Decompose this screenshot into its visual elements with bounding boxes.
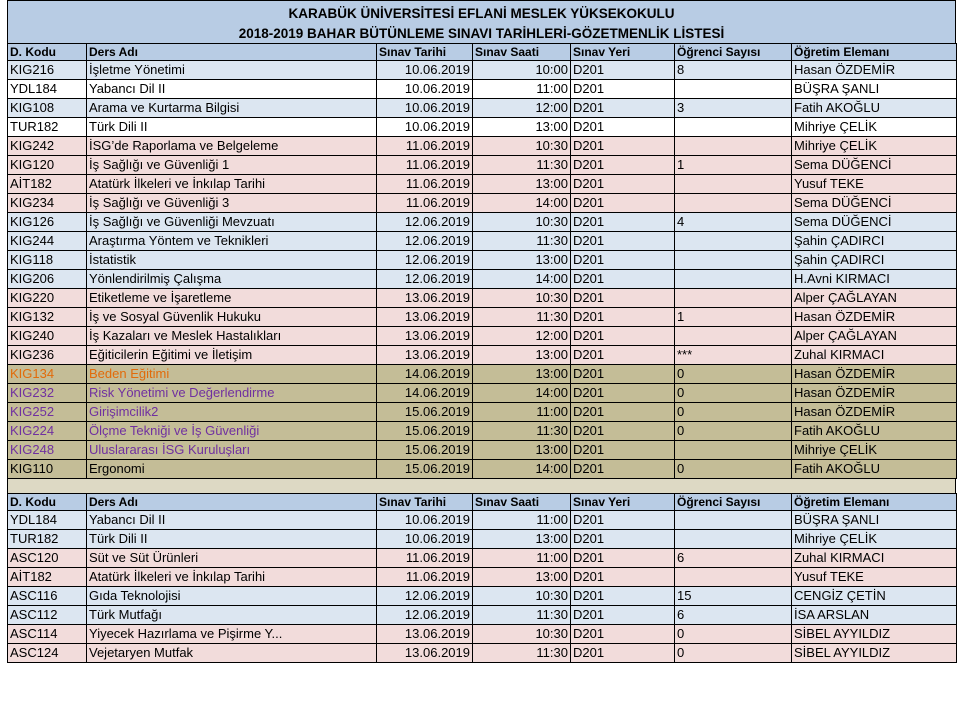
cell-instructor: Fatih AKOĞLU	[792, 99, 957, 118]
cell-instructor: Mihriye ÇELİK	[792, 137, 957, 156]
cell-instructor: Zuhal KIRMACI	[792, 346, 957, 365]
cell-exam-place: D201	[571, 80, 675, 99]
cell-instructor: Fatih AKOĞLU	[792, 422, 957, 441]
cell-exam-date: 13.06.2019	[377, 644, 473, 663]
table-row	[8, 194, 957, 213]
cell-course-name: İşletme Yönetimi	[87, 61, 377, 80]
table-row	[8, 137, 957, 156]
cell-student-count	[675, 175, 792, 194]
table-row	[8, 365, 957, 384]
cell-exam-time: 11:00	[473, 403, 571, 422]
cell-exam-place: D201	[571, 175, 675, 194]
table-row	[8, 175, 957, 194]
cell-student-count: 0	[675, 625, 792, 644]
cell-instructor: Sema DÜĞENCİ	[792, 194, 957, 213]
cell-student-count: 1	[675, 308, 792, 327]
table-row	[8, 80, 957, 99]
cell-exam-date: 13.06.2019	[377, 308, 473, 327]
cell-instructor: H.Avni KIRMACI	[792, 270, 957, 289]
header-date: Sınav Tarihi	[377, 44, 473, 61]
exam-table-1	[7, 43, 957, 479]
table-row	[8, 213, 957, 232]
cell-exam-time: 11:00	[473, 549, 571, 568]
cell-course-name: Gıda Teknolojisi	[87, 587, 377, 606]
cell-course-code: KIG248	[8, 441, 87, 460]
cell-exam-place: D201	[571, 568, 675, 587]
cell-course-name: Türk Mutfağı	[87, 606, 377, 625]
cell-exam-date: 15.06.2019	[377, 441, 473, 460]
table-row	[8, 549, 957, 568]
cell-exam-date: 12.06.2019	[377, 270, 473, 289]
cell-instructor: SİBEL AYYILDIZ	[792, 644, 957, 663]
cell-exam-time: 13:00	[473, 346, 571, 365]
table-row	[8, 460, 957, 479]
cell-exam-date: 10.06.2019	[377, 61, 473, 80]
cell-course-name: Ergonomi	[87, 460, 377, 479]
cell-course-name: Atatürk İlkeleri ve İnkılap Tarihi	[87, 175, 377, 194]
cell-exam-place: D201	[571, 530, 675, 549]
cell-course-code: YDL184	[8, 511, 87, 530]
cell-course-name: İş Kazaları ve Meslek Hastalıkları	[87, 327, 377, 346]
cell-student-count	[675, 137, 792, 156]
cell-course-name: İş ve Sosyal Güvenlik Hukuku	[87, 308, 377, 327]
cell-exam-date: 13.06.2019	[377, 327, 473, 346]
cell-exam-date: 14.06.2019	[377, 365, 473, 384]
cell-exam-time: 11:30	[473, 422, 571, 441]
spreadsheet	[7, 0, 956, 663]
cell-instructor: BÜŞRA ŞANLI	[792, 80, 957, 99]
cell-exam-place: D201	[571, 606, 675, 625]
cell-student-count: 0	[675, 365, 792, 384]
cell-instructor: Yusuf TEKE	[792, 175, 957, 194]
cell-exam-place: D201	[571, 118, 675, 137]
cell-exam-date: 11.06.2019	[377, 194, 473, 213]
cell-course-name: Yönlendirilmiş Çalışma	[87, 270, 377, 289]
cell-exam-time: 13:00	[473, 530, 571, 549]
cell-student-count: ***	[675, 346, 792, 365]
cell-course-code: KIG244	[8, 232, 87, 251]
table-row	[8, 403, 957, 422]
table-row	[8, 61, 957, 80]
cell-exam-place: D201	[571, 270, 675, 289]
cell-course-name: Süt ve Süt Ürünleri	[87, 549, 377, 568]
cell-student-count	[675, 289, 792, 308]
cell-exam-date: 11.06.2019	[377, 549, 473, 568]
cell-student-count: 0	[675, 422, 792, 441]
cell-exam-date: 15.06.2019	[377, 460, 473, 479]
cell-instructor: Hasan ÖZDEMİR	[792, 403, 957, 422]
table-row	[8, 346, 957, 365]
header-code: D. Kodu	[8, 494, 87, 511]
cell-course-name: Ölçme Tekniği ve İş Güvenliği	[87, 422, 377, 441]
cell-instructor: Mihriye ÇELİK	[792, 441, 957, 460]
cell-student-count	[675, 251, 792, 270]
table-header-row	[8, 44, 957, 61]
cell-exam-time: 10:30	[473, 587, 571, 606]
cell-exam-time: 11:30	[473, 606, 571, 625]
cell-course-name: Türk Dili II	[87, 118, 377, 137]
cell-course-name: Türk Dili II	[87, 530, 377, 549]
cell-instructor: SİBEL AYYILDIZ	[792, 625, 957, 644]
cell-exam-place: D201	[571, 251, 675, 270]
cell-instructor: Sema DÜĞENCİ	[792, 213, 957, 232]
cell-exam-place: D201	[571, 441, 675, 460]
cell-exam-date: 12.06.2019	[377, 213, 473, 232]
cell-student-count	[675, 80, 792, 99]
cell-course-name: İstatistik	[87, 251, 377, 270]
cell-exam-time: 13:00	[473, 251, 571, 270]
cell-instructor: Şahin ÇADIRCI	[792, 251, 957, 270]
table-row	[8, 251, 957, 270]
sheet-title	[7, 0, 956, 43]
header-place: Sınav Yeri	[571, 44, 675, 61]
cell-student-count: 3	[675, 99, 792, 118]
cell-exam-place: D201	[571, 327, 675, 346]
cell-exam-place: D201	[571, 308, 675, 327]
cell-exam-place: D201	[571, 511, 675, 530]
cell-course-code: ASC116	[8, 587, 87, 606]
cell-instructor: Mihriye ÇELİK	[792, 530, 957, 549]
cell-exam-place: D201	[571, 460, 675, 479]
cell-student-count	[675, 568, 792, 587]
cell-exam-place: D201	[571, 384, 675, 403]
cell-course-code: KIG252	[8, 403, 87, 422]
cell-course-name: Girişimcilik2	[87, 403, 377, 422]
cell-exam-date: 12.06.2019	[377, 606, 473, 625]
cell-course-name: İş Sağlığı ve Güvenliği 1	[87, 156, 377, 175]
cell-student-count: 0	[675, 403, 792, 422]
cell-course-code: AİT182	[8, 568, 87, 587]
table-row	[8, 232, 957, 251]
cell-instructor: Zuhal KIRMACI	[792, 549, 957, 568]
cell-course-code: TUR182	[8, 118, 87, 137]
header-time: Sınav Saati	[473, 44, 571, 61]
cell-exam-time: 10:30	[473, 137, 571, 156]
cell-course-code: KIG120	[8, 156, 87, 175]
cell-course-name: İSG’de Raporlama ve Belgeleme	[87, 137, 377, 156]
cell-exam-time: 12:00	[473, 327, 571, 346]
cell-exam-place: D201	[571, 137, 675, 156]
cell-instructor: İSA ARSLAN	[792, 606, 957, 625]
cell-course-name: İş Sağlığı ve Güvenliği 3	[87, 194, 377, 213]
cell-student-count: 6	[675, 549, 792, 568]
cell-exam-date: 11.06.2019	[377, 156, 473, 175]
cell-instructor: Hasan ÖZDEMİR	[792, 61, 957, 80]
title-line-1: KARABÜK ÜNİVERSİTESİ EFLANİ MESLEK YÜKSEKOKULU	[288, 6, 675, 21]
cell-course-name: Vejetaryen Mutfak	[87, 644, 377, 663]
cell-course-name: Eğiticilerin Eğitimi ve İletişim	[87, 346, 377, 365]
cell-exam-date: 10.06.2019	[377, 80, 473, 99]
cell-student-count: 6	[675, 606, 792, 625]
cell-exam-time: 10:30	[473, 625, 571, 644]
cell-student-count	[675, 232, 792, 251]
cell-exam-time: 11:00	[473, 80, 571, 99]
cell-exam-place: D201	[571, 156, 675, 175]
cell-exam-place: D201	[571, 365, 675, 384]
cell-student-count: 4	[675, 213, 792, 232]
cell-course-code: KIG206	[8, 270, 87, 289]
cell-exam-place: D201	[571, 213, 675, 232]
cell-exam-date: 12.06.2019	[377, 232, 473, 251]
cell-exam-date: 11.06.2019	[377, 137, 473, 156]
table-row	[8, 327, 957, 346]
cell-exam-time: 12:00	[473, 99, 571, 118]
cell-course-code: KIG110	[8, 460, 87, 479]
cell-exam-time: 11:30	[473, 308, 571, 327]
cell-course-name: Atatürk İlkeleri ve İnkılap Tarihi	[87, 568, 377, 587]
cell-course-code: KIG232	[8, 384, 87, 403]
cell-exam-time: 13:00	[473, 441, 571, 460]
cell-exam-date: 15.06.2019	[377, 422, 473, 441]
cell-instructor: Hasan ÖZDEMİR	[792, 308, 957, 327]
table-row	[8, 99, 957, 118]
cell-instructor: Hasan ÖZDEMİR	[792, 365, 957, 384]
cell-exam-place: D201	[571, 644, 675, 663]
cell-course-code: AİT182	[8, 175, 87, 194]
cell-student-count	[675, 270, 792, 289]
cell-exam-time: 13:00	[473, 568, 571, 587]
cell-exam-date: 13.06.2019	[377, 625, 473, 644]
cell-exam-date: 13.06.2019	[377, 346, 473, 365]
table-row	[8, 422, 957, 441]
cell-course-name: Arama ve Kurtarma Bilgisi	[87, 99, 377, 118]
cell-exam-date: 12.06.2019	[377, 251, 473, 270]
table-row	[8, 441, 957, 460]
cell-exam-place: D201	[571, 587, 675, 606]
cell-course-name: Araştırma Yöntem ve Teknikleri	[87, 232, 377, 251]
cell-instructor: Sema DÜĞENCİ	[792, 156, 957, 175]
cell-exam-place: D201	[571, 61, 675, 80]
cell-exam-place: D201	[571, 403, 675, 422]
cell-exam-place: D201	[571, 99, 675, 118]
cell-student-count: 0	[675, 644, 792, 663]
cell-course-code: ASC120	[8, 549, 87, 568]
table-gap	[7, 479, 956, 493]
cell-student-count	[675, 441, 792, 460]
cell-student-count	[675, 118, 792, 137]
cell-course-code: KIG220	[8, 289, 87, 308]
cell-exam-date: 10.06.2019	[377, 530, 473, 549]
cell-exam-date: 10.06.2019	[377, 511, 473, 530]
cell-exam-date: 13.06.2019	[377, 289, 473, 308]
header-count: Öğrenci Sayısı	[675, 44, 792, 61]
header-count: Öğrenci Sayısı	[675, 494, 792, 511]
cell-student-count: 0	[675, 460, 792, 479]
cell-course-name: Yabancı Dil II	[87, 511, 377, 530]
cell-student-count: 0	[675, 384, 792, 403]
cell-course-code: KIG108	[8, 99, 87, 118]
cell-student-count	[675, 327, 792, 346]
cell-exam-place: D201	[571, 289, 675, 308]
cell-instructor: Alper ÇAĞLAYAN	[792, 327, 957, 346]
title-line-2: 2018-2019 BAHAR BÜTÜNLEME SINAVI TARİHLERİ-GÖZETMENLİK LİSTESİ	[238, 26, 725, 41]
cell-course-code: KIG224	[8, 422, 87, 441]
cell-exam-time: 13:00	[473, 365, 571, 384]
cell-exam-time: 11:00	[473, 511, 571, 530]
cell-exam-time: 11:30	[473, 232, 571, 251]
header-place: Sınav Yeri	[571, 494, 675, 511]
cell-course-name: İş Sağlığı ve Güvenliği Mevzuatı	[87, 213, 377, 232]
cell-exam-date: 10.06.2019	[377, 99, 473, 118]
cell-instructor: Mihriye ÇELİK	[792, 118, 957, 137]
cell-instructor: CENGİZ ÇETİN	[792, 587, 957, 606]
table-row	[8, 270, 957, 289]
cell-course-code: ASC124	[8, 644, 87, 663]
cell-course-code: KIG118	[8, 251, 87, 270]
cell-course-name: Risk Yönetimi ve Değerlendirme	[87, 384, 377, 403]
cell-course-code: KIG242	[8, 137, 87, 156]
cell-exam-time: 14:00	[473, 384, 571, 403]
cell-course-code: TUR182	[8, 530, 87, 549]
cell-course-name: Uluslararası İSG Kuruluşları	[87, 441, 377, 460]
cell-exam-date: 12.06.2019	[377, 587, 473, 606]
header-teacher: Öğretim Elemanı	[792, 44, 957, 61]
table-header-row	[8, 494, 957, 511]
cell-exam-time: 14:00	[473, 194, 571, 213]
cell-exam-place: D201	[571, 625, 675, 644]
table-row	[8, 384, 957, 403]
cell-student-count: 8	[675, 61, 792, 80]
cell-course-code: KIG134	[8, 365, 87, 384]
cell-exam-date: 11.06.2019	[377, 568, 473, 587]
cell-exam-place: D201	[571, 194, 675, 213]
header-teacher: Öğretim Elemanı	[792, 494, 957, 511]
cell-exam-time: 11:30	[473, 644, 571, 663]
cell-exam-place: D201	[571, 549, 675, 568]
table-row	[8, 511, 957, 530]
cell-course-code: KIG234	[8, 194, 87, 213]
cell-student-count: 15	[675, 587, 792, 606]
cell-exam-time: 11:30	[473, 156, 571, 175]
header-code: D. Kodu	[8, 44, 87, 61]
cell-exam-date: 10.06.2019	[377, 118, 473, 137]
table-row	[8, 625, 957, 644]
cell-course-code: KIG240	[8, 327, 87, 346]
cell-exam-time: 13:00	[473, 118, 571, 137]
cell-exam-time: 14:00	[473, 460, 571, 479]
cell-student-count	[675, 511, 792, 530]
header-course: Ders Adı	[87, 494, 377, 511]
cell-course-code: ASC112	[8, 606, 87, 625]
cell-course-name: Beden Eğitimi	[87, 365, 377, 384]
cell-exam-time: 10:00	[473, 61, 571, 80]
header-course: Ders Adı	[87, 44, 377, 61]
cell-exam-place: D201	[571, 346, 675, 365]
cell-instructor: Şahin ÇADIRCI	[792, 232, 957, 251]
cell-exam-time: 10:30	[473, 289, 571, 308]
table-row	[8, 308, 957, 327]
cell-exam-date: 15.06.2019	[377, 403, 473, 422]
table-row	[8, 587, 957, 606]
exam-table-2	[7, 493, 957, 663]
cell-course-name: Yiyecek Hazırlama ve Pişirme Y...	[87, 625, 377, 644]
cell-course-code: KIG236	[8, 346, 87, 365]
cell-instructor: Yusuf TEKE	[792, 568, 957, 587]
cell-course-code: KIG126	[8, 213, 87, 232]
cell-exam-time: 10:30	[473, 213, 571, 232]
cell-student-count	[675, 530, 792, 549]
cell-instructor: Alper ÇAĞLAYAN	[792, 289, 957, 308]
table-row	[8, 606, 957, 625]
cell-student-count	[675, 194, 792, 213]
cell-course-name: Yabancı Dil II	[87, 80, 377, 99]
cell-exam-date: 11.06.2019	[377, 175, 473, 194]
table-row	[8, 156, 957, 175]
table-row	[8, 118, 957, 137]
cell-course-code: KIG216	[8, 61, 87, 80]
cell-course-code: KIG132	[8, 308, 87, 327]
cell-exam-place: D201	[571, 232, 675, 251]
table-row	[8, 644, 957, 663]
table-row	[8, 530, 957, 549]
cell-exam-time: 13:00	[473, 175, 571, 194]
cell-instructor: Fatih AKOĞLU	[792, 460, 957, 479]
cell-course-code: YDL184	[8, 80, 87, 99]
cell-exam-time: 14:00	[473, 270, 571, 289]
table-row	[8, 289, 957, 308]
header-date: Sınav Tarihi	[377, 494, 473, 511]
table-row	[8, 568, 957, 587]
cell-instructor: Hasan ÖZDEMİR	[792, 384, 957, 403]
cell-instructor: BÜŞRA ŞANLI	[792, 511, 957, 530]
cell-course-code: ASC114	[8, 625, 87, 644]
cell-exam-date: 14.06.2019	[377, 384, 473, 403]
cell-exam-place: D201	[571, 422, 675, 441]
header-time: Sınav Saati	[473, 494, 571, 511]
cell-student-count: 1	[675, 156, 792, 175]
cell-course-name: Etiketleme ve İşaretleme	[87, 289, 377, 308]
